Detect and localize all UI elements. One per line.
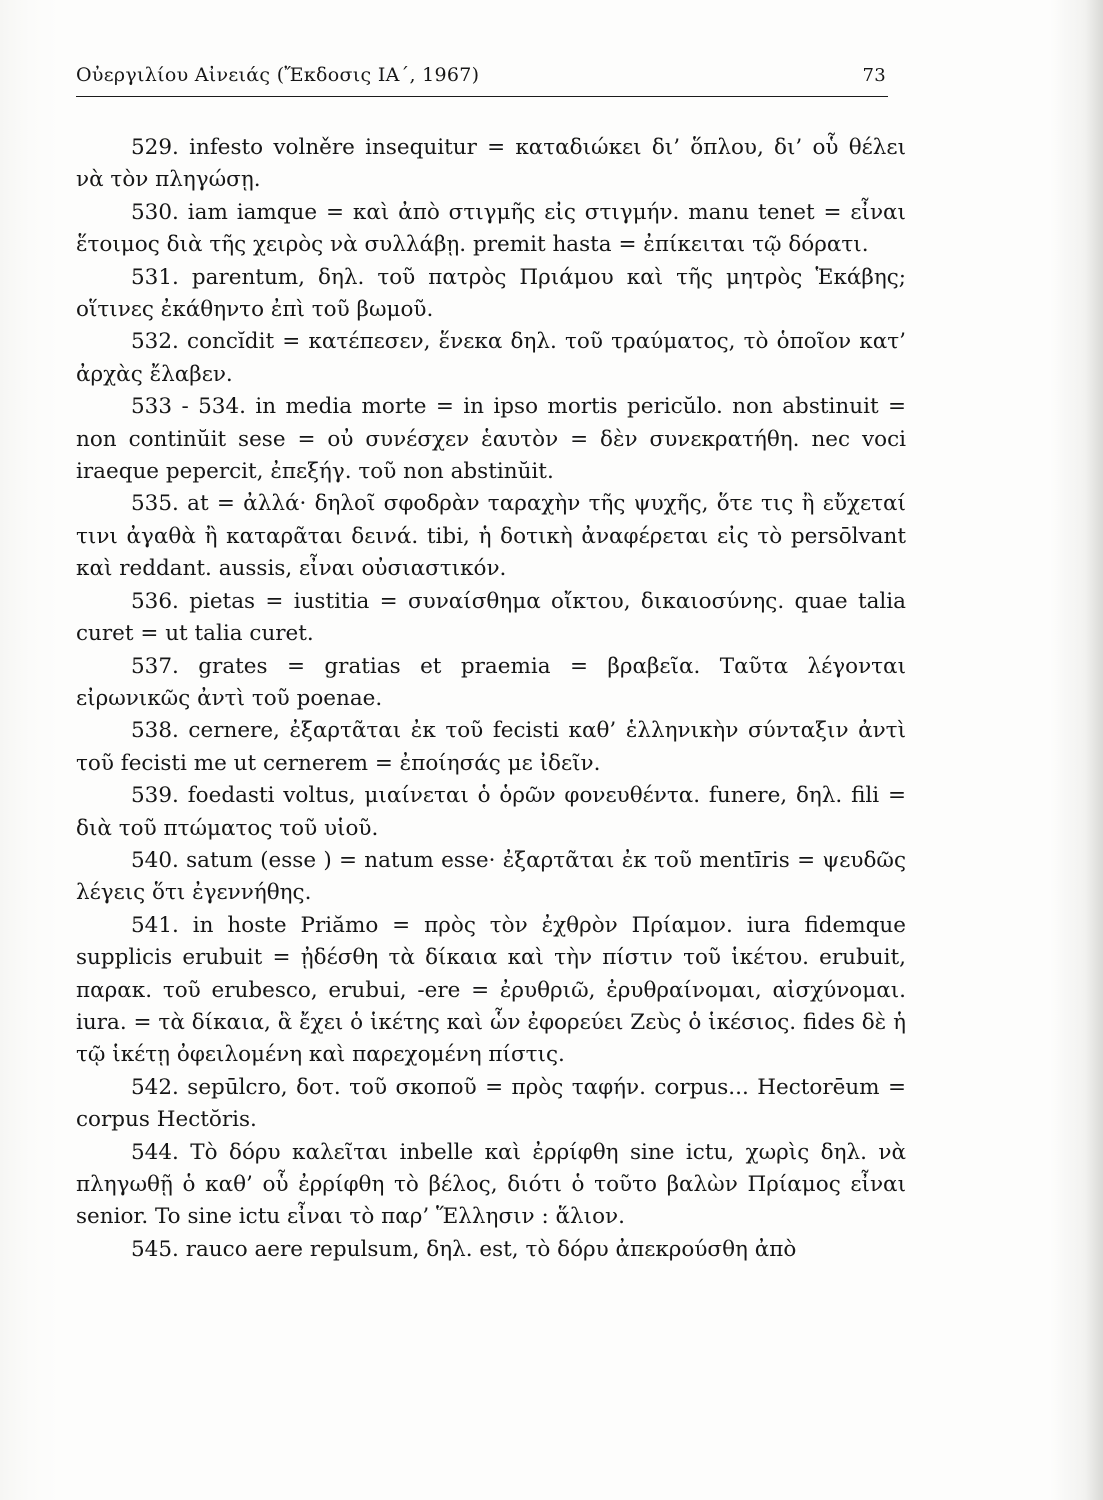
note-entry: 531. parentum, δηλ. τοῦ πατρὸς Πριάμου καὶ τῆς μητρὸς Ἑκάβης; οἵτινες ἐκάθηντο ἐπὶ τοῦ βωμοῦ. — [76, 264, 906, 323]
running-header — [76, 64, 888, 97]
note-entry: 536. pietas = iustitia = συναίσθημα οἴκτου, δικαιοσύνης. quae talia curet = ut talia curet. — [76, 588, 906, 647]
book-page — [76, 64, 906, 1266]
note-entry: 532. concĭdit = κατέπεσεν, ἕνεκα δηλ. τοῦ τραύματος, τὸ ὁποῖον κατ’ ἀρχὰς ἔλαβεν. — [76, 329, 906, 387]
note-entry: 535. at = ἀλλά· δηλοῖ σφοδρὰν ταραχὴν τῆς ψυχῆς, ὅτε τις ἢ εὔχεταί τινι ἀγαθὰ ἢ καταρᾶται δεινά. tibi, ἡ δοτικὴ ἀναφέρεται εἰς τὸ persōlvant καὶ reddant. aussis, εἶναι οὐσιαστικόν. — [76, 491, 906, 582]
commentary-notes — [76, 132, 906, 1266]
note-entry: 538. cernere, ἐξαρτᾶται ἐκ τοῦ fecisti καθ’ ἑλληνικὴν σύνταξιν ἀντὶ τοῦ fecisti me ut cernerem = ἐποίησάς με ἰδεῖν. — [76, 718, 906, 776]
note-entry: 537. grates = gratias et praemia = βραβεῖα. Ταῦτα λέγονται εἰρωνικῶς ἀντὶ τοῦ poenae. — [76, 653, 906, 711]
note-entry: 544. Τὸ δόρυ καλεῖται inbelle καὶ ἐρρίφθη sine ictu, χωρὶς δηλ. νὰ πληγωθῇ ὁ καθ’ οὗ ἐρρίφθη τὸ βέλος, διότι ὁ τοῦτο βαλὼν Πρίαμος εἶναι senior. To sine ictu εἶναι τὸ παρ’ Ἕλλησιν : ἅλιον. — [76, 1139, 906, 1230]
note-entry: 541. in hoste Priămo = πρὸς τὸν ἐχθρὸν Πρίαμον. iura fidemque supplicis erubuit = ᾐδέσθη τὰ δίκαια καὶ τὴν πίστιν τοῦ ἱκέτου. erubuit, παρακ. τοῦ erubesco, erubui, -ere = ἐρυθριῶ, ἐρυθραίνομαι, αἰσχύνομαι. iura. = τὰ δίκαια, ἃ ἔχει ὁ ἱκέτης καὶ ὧν ἐφορεύει Ζεὺς ὁ ἱκέσιος. fides δὲ ἡ τῷ ἱκέτῃ ὀφειλομένη καὶ παρεχομένη πίστις. — [76, 912, 906, 1068]
note-entry: 540. satum (esse ) = natum esse· ἐξαρτᾶται ἐκ τοῦ mentīris = ψευδῶς λέγεις ὅτι ἐγεννήθης. — [76, 847, 906, 906]
note-entry: 533 - 534. in media morte = in ipso mortis pericŭlo. non abstinuit = non continŭit sese = οὐ συνέσχεν ἑαυτὸν = δὲν συνεκρατήθη. nec voci iraeque pepercit, ἐπεξήγ. τοῦ non abstinŭit. — [76, 394, 906, 485]
note-entry: 539. foedasti voltus, μιαίνεται ὁ ὁρῶν φονευθέντα. funere, δηλ. fili = διὰ τοῦ πτώματος τοῦ υἱοῦ. — [76, 783, 906, 841]
running-title: Οὐεργιλίου Αἰνειάς (Ἔκδοσις ΙΑ΄, 1967) — [76, 64, 480, 86]
page-number: 73 — [862, 65, 886, 86]
note-entry: 529. infesto volněre insequitur = καταδιώκει δι’ ὅπλου, δι’ οὗ θέλει νὰ τὸν πληγώσῃ. — [76, 135, 906, 193]
note-entry: 545. rauco aere repulsum, δηλ. est, τὸ δόρυ ἀπεκρούσθη ἀπὸ — [131, 1236, 797, 1262]
note-entry: 530. iam iamque = καὶ ἀπὸ στιγμῆς εἰς στιγμήν. manu tenet = εἶναι ἕτοιμος διὰ τῆς χειρὸς νὰ συλλάβῃ. premit hasta = ἐπίκειται τῷ δόρατι. — [76, 199, 906, 258]
note-entry: 542. sepūlcro, δοτ. τοῦ σκοποῦ = πρὸς ταφήν. corpus... Hectorēum = corpus Hectŏris. — [76, 1074, 906, 1133]
